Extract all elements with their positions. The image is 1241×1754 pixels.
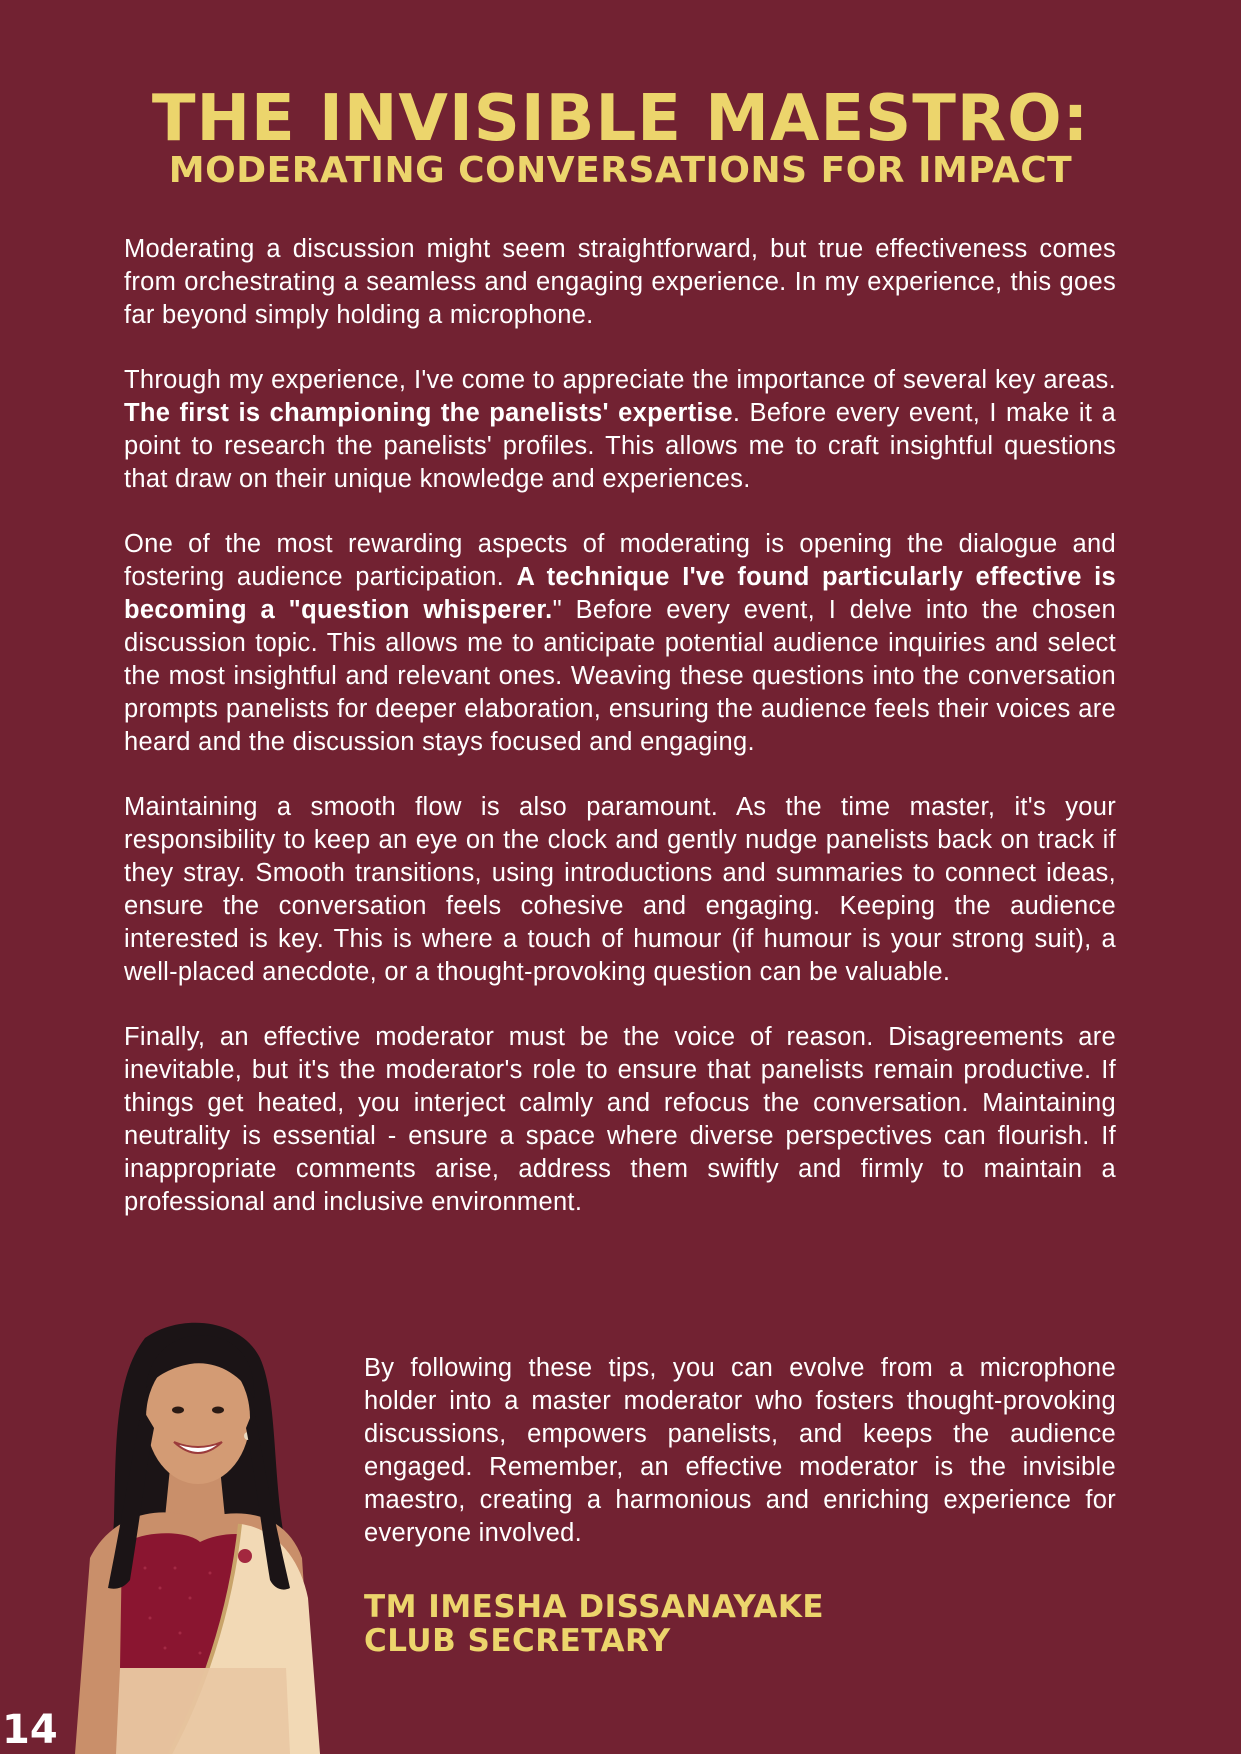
article-subtitle: MODERATING CONVERSATIONS FOR IMPACT [168,150,1073,191]
author-byline [364,1590,824,1658]
closing-paragraph: By following these tips, you can evolve from a microphone holder into a master moderator who fosters thought-provoking discussions, empowers panelists, and keeps the audience engaged. Remember, an effective moderator is the invisible maestro, creating a harmonious and enriching experience for everyone involved. [364,1354,1116,1547]
paragraph-4: Maintaining a smooth flow is also paramount. As the time master, it's your responsibility to keep an eye on the clock and gently nudge panelists back on track if they stray. Smooth transitions, using introductions and summaries to connect ideas, ensure the conversation feels cohesive and engaging. Keeping the audience interested is key. This is where a touch of humour (if humour is your strong suit), a well-placed anecdote, or a thought-provoking question can be valuable. [124,793,1116,986]
page-number: 14 [2,1707,58,1753]
paragraph-3 [124,528,1116,759]
paragraph-2-intro: Through my experience, I've come to appreciate the importance of several key areas. [124,366,1116,394]
author-name: TM IMESHA DISSANAYAKE [364,1589,825,1625]
article-title: THE INVISIBLE MAESTRO: [151,82,1090,156]
author-role: CLUB SECRETARY [364,1623,671,1659]
author-portrait [50,1318,355,1754]
paragraph-5: Finally, an effective moderator must be the voice of reason. Disagreements are inevitable, but it's the moderator's role to ensure that panelists remain productive. If things get heated, you interject calmly and refocus the conversation. Maintaining neutrality is essential - ensure a space where diverse perspectives can flourish. If inappropriate comments arise, address them swiftly and firmly to maintain a professional and inclusive environment. [124,1023,1116,1216]
paragraph-2 [124,364,1116,496]
paragraph-3-rest: " Before every event, I delve into the chosen discussion topic. This allows me to anticipate potential audience inquiries and select the most insightful and relevant ones. Weaving these questions into the conversation prompts panelists for deeper elaboration, ensuring the audience feels their voices are heard and the discussion stays focused and engaging. [124,596,1116,756]
paragraph-2-highlight: The first is championing the panelists' expertise [124,399,733,427]
paragraph-3-intro: One of the most rewarding aspects of moderating is opening the dialogue and fostering audience participation. [124,530,1116,591]
paragraph-1: Moderating a discussion might seem straightforward, but true effectiveness comes from orchestrating a seamless and engaging experience. In my experience, this goes far beyond simply holding a microphone. [124,235,1116,329]
paragraph-3-highlight: A technique I've found particularly effective is becoming a "question whisperer. [124,563,1116,624]
article-body [124,233,1116,1251]
paragraph-2-rest: . Before every event, I make it a point to research the panelists' profiles. This allows me to craft insightful questions that draw on their unique knowledge and experiences. [124,399,1116,493]
